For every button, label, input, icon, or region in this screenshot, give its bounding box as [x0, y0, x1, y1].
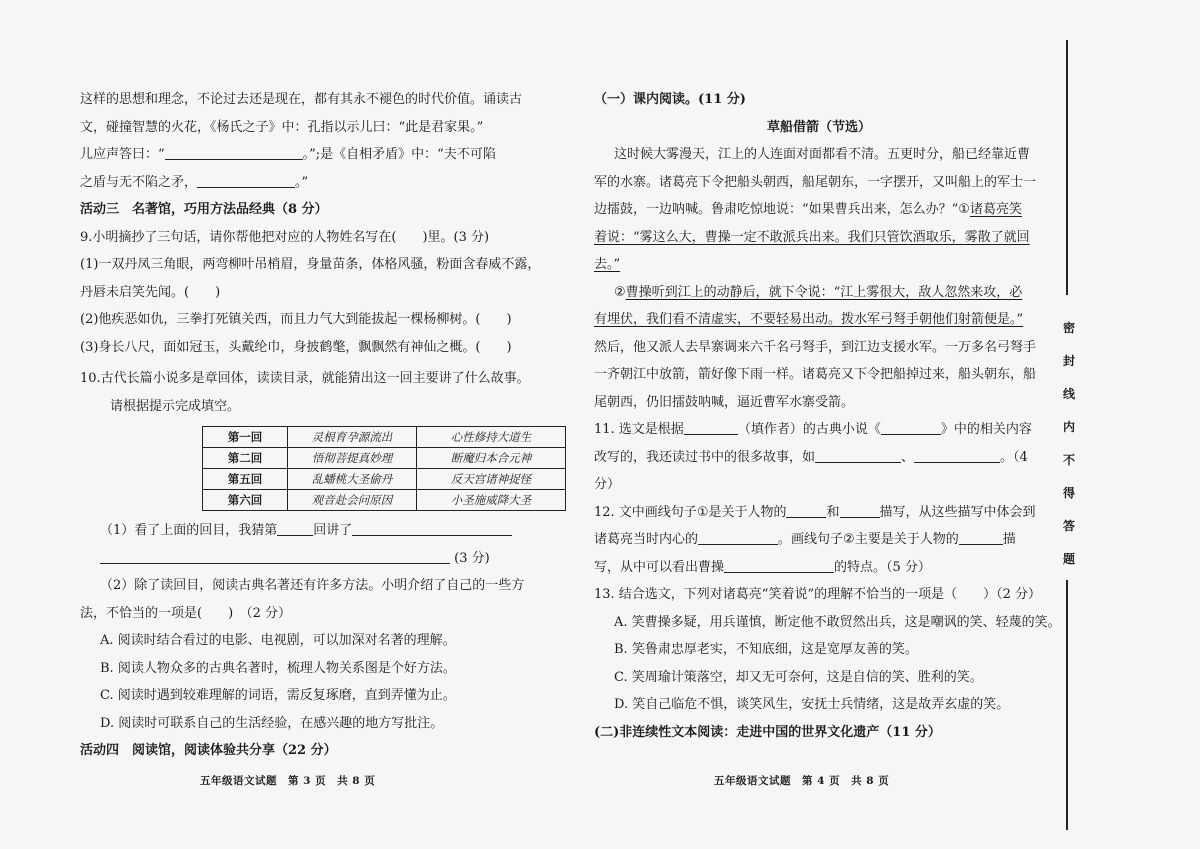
- q12-line-1: [594, 499, 1044, 527]
- passage-line-10: 尾朝西，仍旧擂鼓呐喊，逼近曹军水寨受箭。: [594, 394, 855, 410]
- seal-char: 答: [1062, 519, 1075, 533]
- answer-blank[interactable]: [277, 521, 313, 536]
- intro-line-3: [80, 141, 580, 169]
- intro-line-2: 文，碰撞智慧的火花，《杨氏之子》中：孔指以示儿曰：“此是君家果。”: [80, 119, 484, 135]
- q12-b: 是关于人物的: [708, 504, 787, 520]
- answer-blank[interactable]: [197, 173, 295, 188]
- option-d: D. 笑自己临危不惧，谈笑风生，安抚士兵情绪，这是故弄玄虚的笑。: [614, 697, 1010, 712]
- chapter-title-cell: 心性修持大道生: [417, 427, 566, 448]
- circled-1: ①: [696, 504, 709, 520]
- seal-line-top: [1066, 40, 1068, 295]
- q9-2: [80, 306, 580, 334]
- passage-line-8: 然后，他又派人去旱寨调来六千名弓弩手，到江边支援水军。一万多名弓弩手: [594, 339, 1037, 355]
- intro-line-4b: 。”: [295, 174, 309, 190]
- answer-blank[interactable]: [959, 530, 1003, 545]
- table-row: [203, 490, 566, 511]
- q12-a: 12. 文中画线句子: [594, 504, 697, 520]
- q9-3-b: ): [506, 339, 512, 355]
- answer-blank[interactable]: [165, 145, 303, 160]
- q9-2-a: (2)他疾恶如仇，三拳打死镇关西，而且力气大到能拔起一棵杨柳树。(: [80, 312, 481, 327]
- intro-line-1: 这样的思想和理念，不论过去还是现在，都有其永不褪色的时代价值。诵读古: [80, 92, 523, 107]
- chapter-title-cell: 乱蟠桃大圣偷丹: [288, 469, 417, 490]
- circled-2: ②: [843, 532, 855, 547]
- q10-stem: 10.古代长篇小说多是章回体，读读目录，就能猜出这一回主要讲了什么故事。: [80, 371, 530, 386]
- circled-2: ②: [614, 284, 626, 300]
- q11-b: （填作者）的古典小说《: [737, 422, 881, 437]
- q10-1-cont: [80, 545, 580, 573]
- q12-g: 主要是关于人物的: [854, 532, 959, 547]
- option-c: C. 阅读时遇到较难理解的词语，需反复琢磨，直到弄懂为止。: [100, 688, 456, 703]
- q9-1-c: ): [215, 284, 221, 300]
- q9-1-line-a: (1)一双丹凤三角眼，两弯柳叶吊梢眉，身量苗条，体格风骚，粉面含春威不露，: [80, 257, 541, 272]
- q10-2-a: （2）除了读回目，阅读古典名著还有许多方法。小明介绍了自己的一些方: [100, 578, 525, 593]
- chapter-number-cell: 第六回: [203, 490, 288, 511]
- q10-2-b: 法，不恰当的一项是( ) （2 分）: [80, 605, 292, 621]
- q12-line-2: [594, 526, 1044, 554]
- q11-line-1: [594, 416, 1044, 444]
- passage-line-3: [594, 196, 1044, 224]
- q11-d: 改写的，我还读过书中的很多故事，如: [594, 449, 816, 465]
- answer-blank[interactable]: [786, 503, 826, 518]
- answer-blank[interactable]: [352, 521, 512, 536]
- q11-line-2: [594, 444, 1044, 472]
- q12-c: 和: [826, 504, 840, 520]
- intro-line-3b: 。”;是《自相矛盾》中：“夫不可陷: [302, 147, 496, 162]
- chapter-number-cell: 第二回: [203, 448, 288, 469]
- q11-f: 。（4: [1000, 449, 1028, 465]
- intro-line-3a: 儿应声答曰：“: [80, 147, 165, 162]
- answer-blank[interactable]: [881, 420, 941, 435]
- seal-char: 线: [1062, 387, 1075, 401]
- underline-sentence-2b: 有埋伏，我们看不清虚实，不要轻易出动。拨水军弓弩手朝他们射箭便是。”: [594, 312, 1024, 327]
- q10-1-a: （1）看了上面的回目，我猜第: [100, 523, 278, 538]
- chapter-title-cell: 灵根育孕源流出: [288, 427, 417, 448]
- q12-h: 描: [1002, 532, 1016, 547]
- q12-f: 。画线句子: [778, 532, 844, 547]
- activity4-title: 活动四 阅读馆，阅读体验共分享（22 分）: [80, 743, 337, 758]
- q9-3-a: (3)身长八尺，面如冠玉，头戴纶巾，身披鹤氅，飘飘然有神仙之概。(: [80, 339, 481, 355]
- option-c: C. 笑周瑜计策落空，却又无可奈何，这是自信的笑、胜利的笑。: [614, 669, 983, 685]
- left-column: [80, 86, 580, 765]
- seal-char: 密: [1062, 321, 1075, 335]
- chapter-title-cell: 反天宫诸神捉怪: [417, 469, 566, 490]
- seal-char: 封: [1062, 354, 1075, 368]
- right-column: [594, 86, 1061, 746]
- q9-2-b: ): [506, 312, 512, 327]
- passage-title: 草船借箭（节选）: [766, 119, 871, 135]
- q9-1-line-b: [80, 279, 580, 307]
- chapter-title-cell: 观音赴会问原因: [288, 490, 417, 511]
- chapter-title-cell: 悟彻菩提真妙理: [288, 448, 417, 469]
- chapter-table: [202, 426, 566, 511]
- underline-sentence-1b: 着说：“雾这么大，曹操一定不敢派兵出来。我们只管饮酒取乐，雾散了就回: [594, 229, 1030, 245]
- seal-char: 不: [1062, 453, 1075, 467]
- option-a: A. 阅读时结合看过的电影、电视剧，可以加深对名著的理解。: [100, 633, 456, 648]
- q12-d: 描写，从这些描写中体会到: [879, 504, 1036, 520]
- passage-line-1: 这时候大雾漫天，江上的人连面对面都看不清。五更时分，船已经靠近曹: [614, 147, 1031, 162]
- chapter-title-cell: 小圣施威降大圣: [417, 490, 566, 511]
- page-footer-left: 五年级语文试题 第 3 页 共 8 页: [200, 775, 376, 787]
- answer-blank[interactable]: [698, 530, 778, 545]
- option-b: B. 笑鲁肃忠厚老实，不知底细，这是宽厚友善的笑。: [614, 642, 918, 657]
- seal-char: 题: [1062, 552, 1075, 566]
- page-footer-right: 五年级语文试题 第 4 页 共 8 页: [714, 775, 890, 787]
- answer-blank[interactable]: [100, 549, 450, 564]
- q13-stem: 13. 结合选文，下列对诸葛亮“笑着说”的理解不恰当的一项是（ ）（2 分）: [594, 587, 1042, 602]
- q11-c: 》中的相关内容: [940, 422, 1032, 437]
- intro-line-4a: 之盾与无不陷之矛，: [80, 174, 198, 190]
- q12-line-3: [594, 554, 1044, 582]
- chapter-title-cell: 断魔归本合元神: [417, 448, 566, 469]
- passage-line-2: 军的水寨。诸葛亮下令把船头朝西，船尾朝东，一字摆开，又叫船上的军士一: [594, 174, 1037, 190]
- q9-3: [80, 334, 580, 362]
- q11-line-3: 分）: [594, 477, 621, 492]
- q10-1-b: 回讲了: [313, 523, 353, 538]
- passage-line-6: [594, 279, 1044, 307]
- answer-blank[interactable]: [815, 448, 901, 463]
- answer-blank[interactable]: [840, 503, 880, 518]
- q11-e: 、: [901, 449, 915, 465]
- q9-stem: 9.小明摘抄了三句话，请你帮他把对应的人物姓名写在( )里。(3 分): [80, 229, 490, 245]
- q9-1-b: 丹唇未启笑先闻。(: [80, 284, 190, 300]
- option-a: A. 笑曹操多疑，用兵谨慎，断定他不敢贸然出兵，这是嘲讽的笑、轻蔑的笑。: [614, 614, 1061, 630]
- q10-1-score: (3 分): [454, 550, 490, 566]
- answer-blank[interactable]: [914, 448, 1000, 463]
- circled-1: ①: [958, 202, 970, 217]
- underline-sentence-2a: 曹操听到江上的动静后，就下令说：“江上雾很大，敌人忽然来攻，必: [625, 284, 1023, 300]
- answer-blank[interactable]: [684, 420, 738, 435]
- activity3-title: 活动三 名著馆，巧用方法品经典（8 分）: [80, 202, 328, 217]
- passage-line-3-text: 边擂鼓，一边呐喊。鲁肃吃惊地说：“如果曹兵出来，怎么办？”: [594, 202, 959, 217]
- option-d: D. 阅读时可联系自己的生活经验，在感兴趣的地方写批注。: [100, 715, 444, 731]
- passage-line-5: [594, 251, 1044, 279]
- q10-1: [80, 517, 580, 545]
- seal-char: 得: [1062, 486, 1075, 500]
- passage-line-9: 一齐朝江中放箭，箭好像下雨一样。诸葛亮又下令把船掉过来，船头朝东，船: [594, 367, 1037, 382]
- seal-char: 内: [1062, 420, 1075, 434]
- seal-line-text: [1058, 312, 1080, 576]
- option-b: B. 阅读人物众多的古典名著时，梳理人物关系图是个好方法。: [100, 660, 456, 676]
- section-1-title: （一）课内阅读。(11 分): [594, 92, 746, 107]
- q12-e: 诸葛亮当时内心的: [594, 532, 699, 547]
- chapter-number-cell: 第五回: [203, 469, 288, 490]
- underline-sentence-1a: 诸葛亮笑: [969, 202, 1022, 217]
- q12-i: 写，从中可以看出曹操: [594, 559, 725, 575]
- q11-a: 11. 选文是根据: [594, 422, 684, 437]
- chapter-number-cell: 第一回: [203, 427, 288, 448]
- intro-line-4: [80, 169, 580, 197]
- table-row: [203, 427, 566, 448]
- table-row: [203, 448, 566, 469]
- section-2-title: (二)非连续性文本阅读：走进中国的世界文化遗产（11 分）: [594, 724, 941, 740]
- table-row: [203, 469, 566, 490]
- q12-j: 的特点。（5 分）: [834, 559, 931, 575]
- q10-hint: 请根据提示完成填空。: [110, 398, 241, 414]
- seal-line-bottom: [1066, 580, 1068, 830]
- underline-sentence-1c: 去。”: [594, 257, 621, 272]
- answer-blank[interactable]: [724, 558, 834, 573]
